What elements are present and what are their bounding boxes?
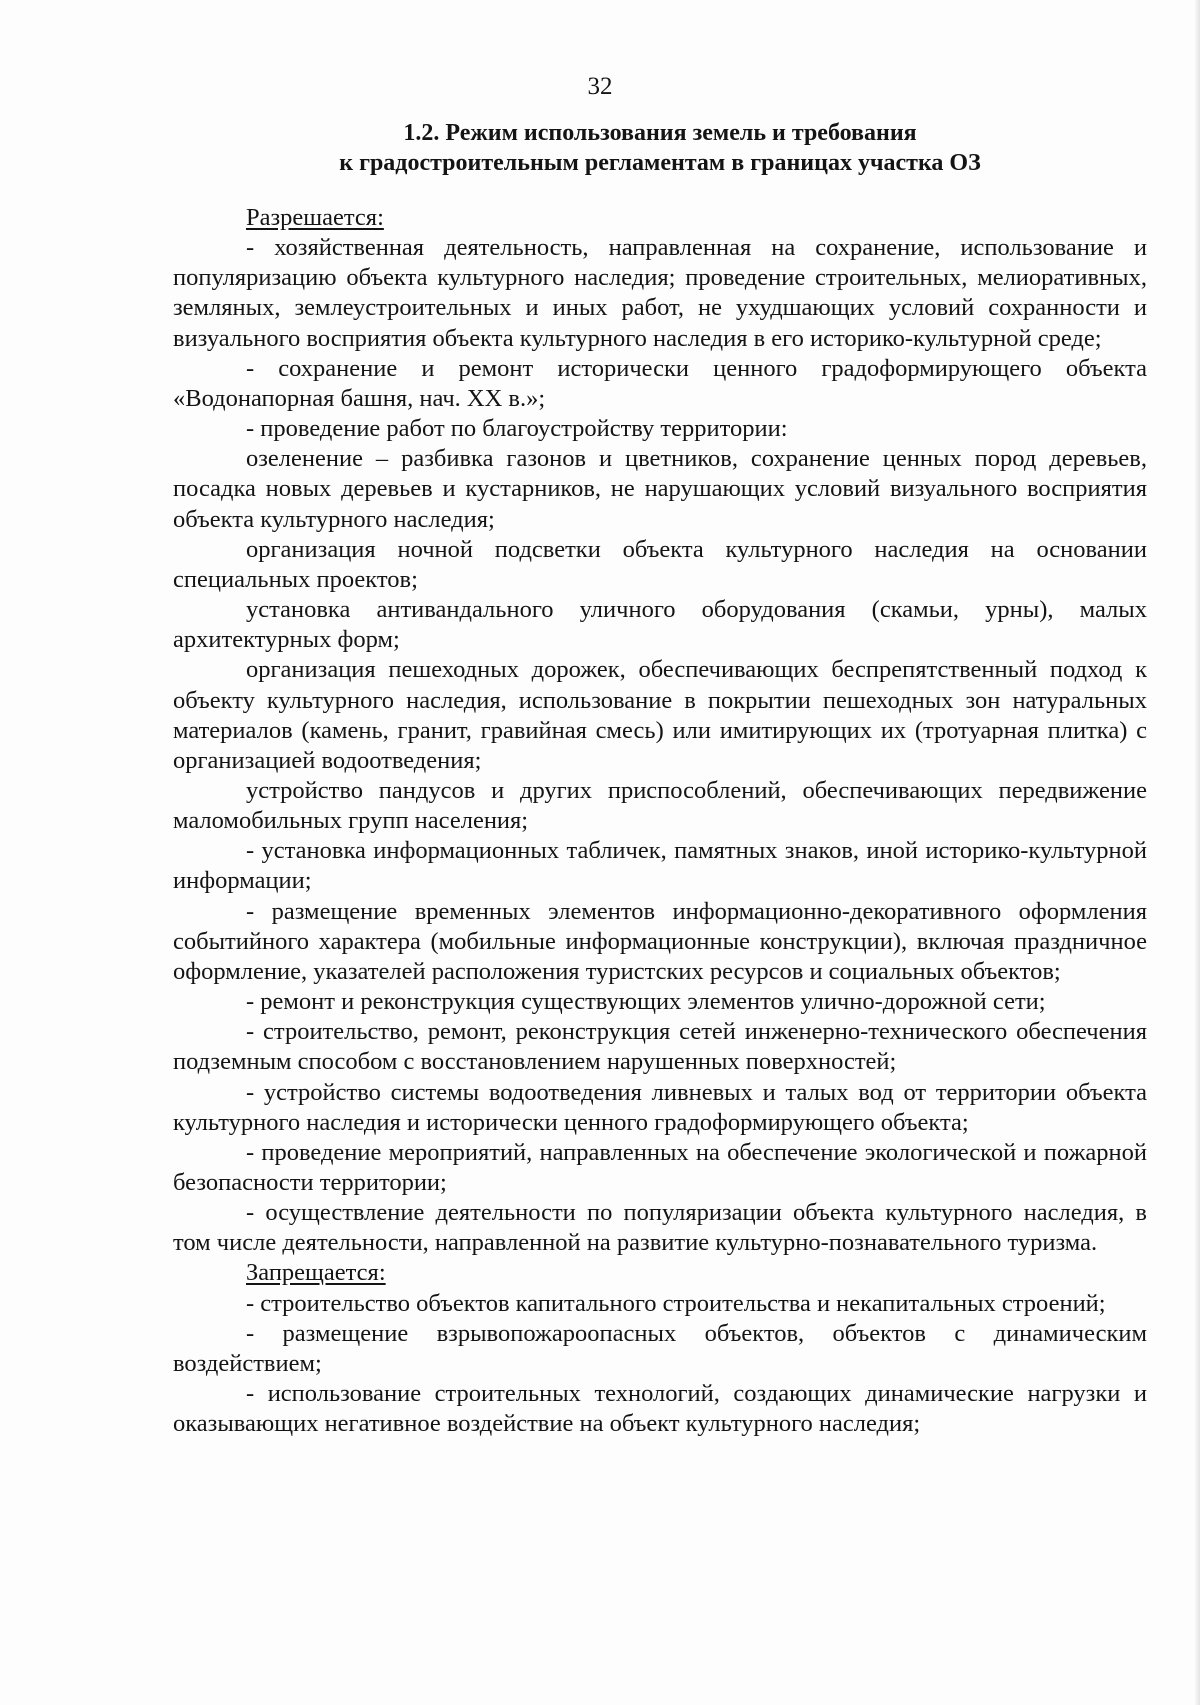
page-edge-shadow — [1194, 0, 1200, 1705]
heading-line-1: 1.2. Режим использования земель и требования — [403, 120, 917, 146]
allowed-item: - ремонт и реконструкция существующих элементов улично-дорожной сети; — [246, 988, 1046, 1016]
allowed-item: устройство пандусов и других приспособлений, обеспечивающих передвижение маломобильных групп населения; — [173, 776, 1147, 835]
allowed-item: организация пешеходных дорожек, обеспечивающих беспрепятственный подход к объекту культурного наследия, использование в покрытии пешеходных зон натуральных материалов (камень, гранит, гравийная смесь) или имитирующих их (тротуарная плитка) с организацией водоотведения; — [173, 656, 1147, 774]
document-body — [173, 203, 1147, 1439]
allowed-item: озеленение – разбивка газонов и цветников, сохранение ценных пород деревьев, посадка новых деревьев и кустарников, не нарушающих условий визуального восприятия объекта культурного наследия; — [173, 445, 1147, 533]
allowed-item: организация ночной подсветки объекта культурного наследия на основании специальных проектов; — [173, 535, 1147, 593]
allowed-item: - хозяйственная деятельность, направленная на сохранение, использование и популяризацию объекта культурного наследия; проведение строительных, мелиоративных, земляных, землеустроительных и иных работ, не ухудшающих условий сохранности и визуального восприятия объекта культурного наследия в его историко-культурной среде; — [173, 234, 1147, 352]
allowed-item: - осуществление деятельности по популяризации объекта культурного наследия, в том числе деятельности, направленной на развитие культурно-познавательного туризма. — [173, 1199, 1147, 1257]
allowed-item: установка антивандального уличного оборудования (скамьи, урны), малых архитектурных форм; — [173, 596, 1147, 654]
section-heading — [120, 118, 1200, 178]
prohibited-item: - размещение взрывопожароопасных объектов, объектов с динамическим воздействием; — [173, 1319, 1147, 1377]
allowed-item: - сохранение и ремонт исторически ценного градоформирующего объекта «Водонапорная башня, нач. XX в.»; — [173, 354, 1147, 412]
page-number: 32 — [587, 73, 613, 100]
prohibited-item: - строительство объектов капитального строительства и некапитальных строений; — [246, 1289, 1106, 1317]
allowed-item: - проведение мероприятий, направленных на обеспечение экологической и пожарной безопасности территории; — [173, 1138, 1147, 1196]
allowed-label-paragraph — [173, 203, 1147, 233]
prohibited-item: - использование строительных технологий, создающих динамические нагрузки и оказывающих негативное воздействие на объект культурного наследия; — [173, 1380, 1147, 1438]
prohibited-label-paragraph — [173, 1258, 1147, 1288]
allowed-item: - строительство, ремонт, реконструкция сетей инженерно-технического обеспечения подземным способом с восстановлением нарушенных поверхностей; — [173, 1018, 1147, 1076]
allowed-item: - установка информационных табличек, памятных знаков, иной историко-культурной информации; — [173, 837, 1147, 895]
prohibited-label: Запрещается: — [246, 1259, 386, 1287]
allowed-item: - проведение работ по благоустройству территории: — [246, 415, 788, 443]
allowed-label: Разрешается: — [246, 204, 384, 231]
allowed-item: - размещение временных элементов информационно-декоративного оформления событийного характера (мобильные информационные конструкции), включая праздничное оформление, указателей расположения туристских ресурсов и социальных объектов; — [173, 897, 1147, 985]
heading-line-2: к градостроительным регламентам в границах участка ОЗ — [339, 150, 981, 176]
allowed-item: - устройство системы водоотведения ливневых и талых вод от территории объекта культурного наследия и исторически ценного градоформирующего объекта; — [173, 1078, 1147, 1136]
